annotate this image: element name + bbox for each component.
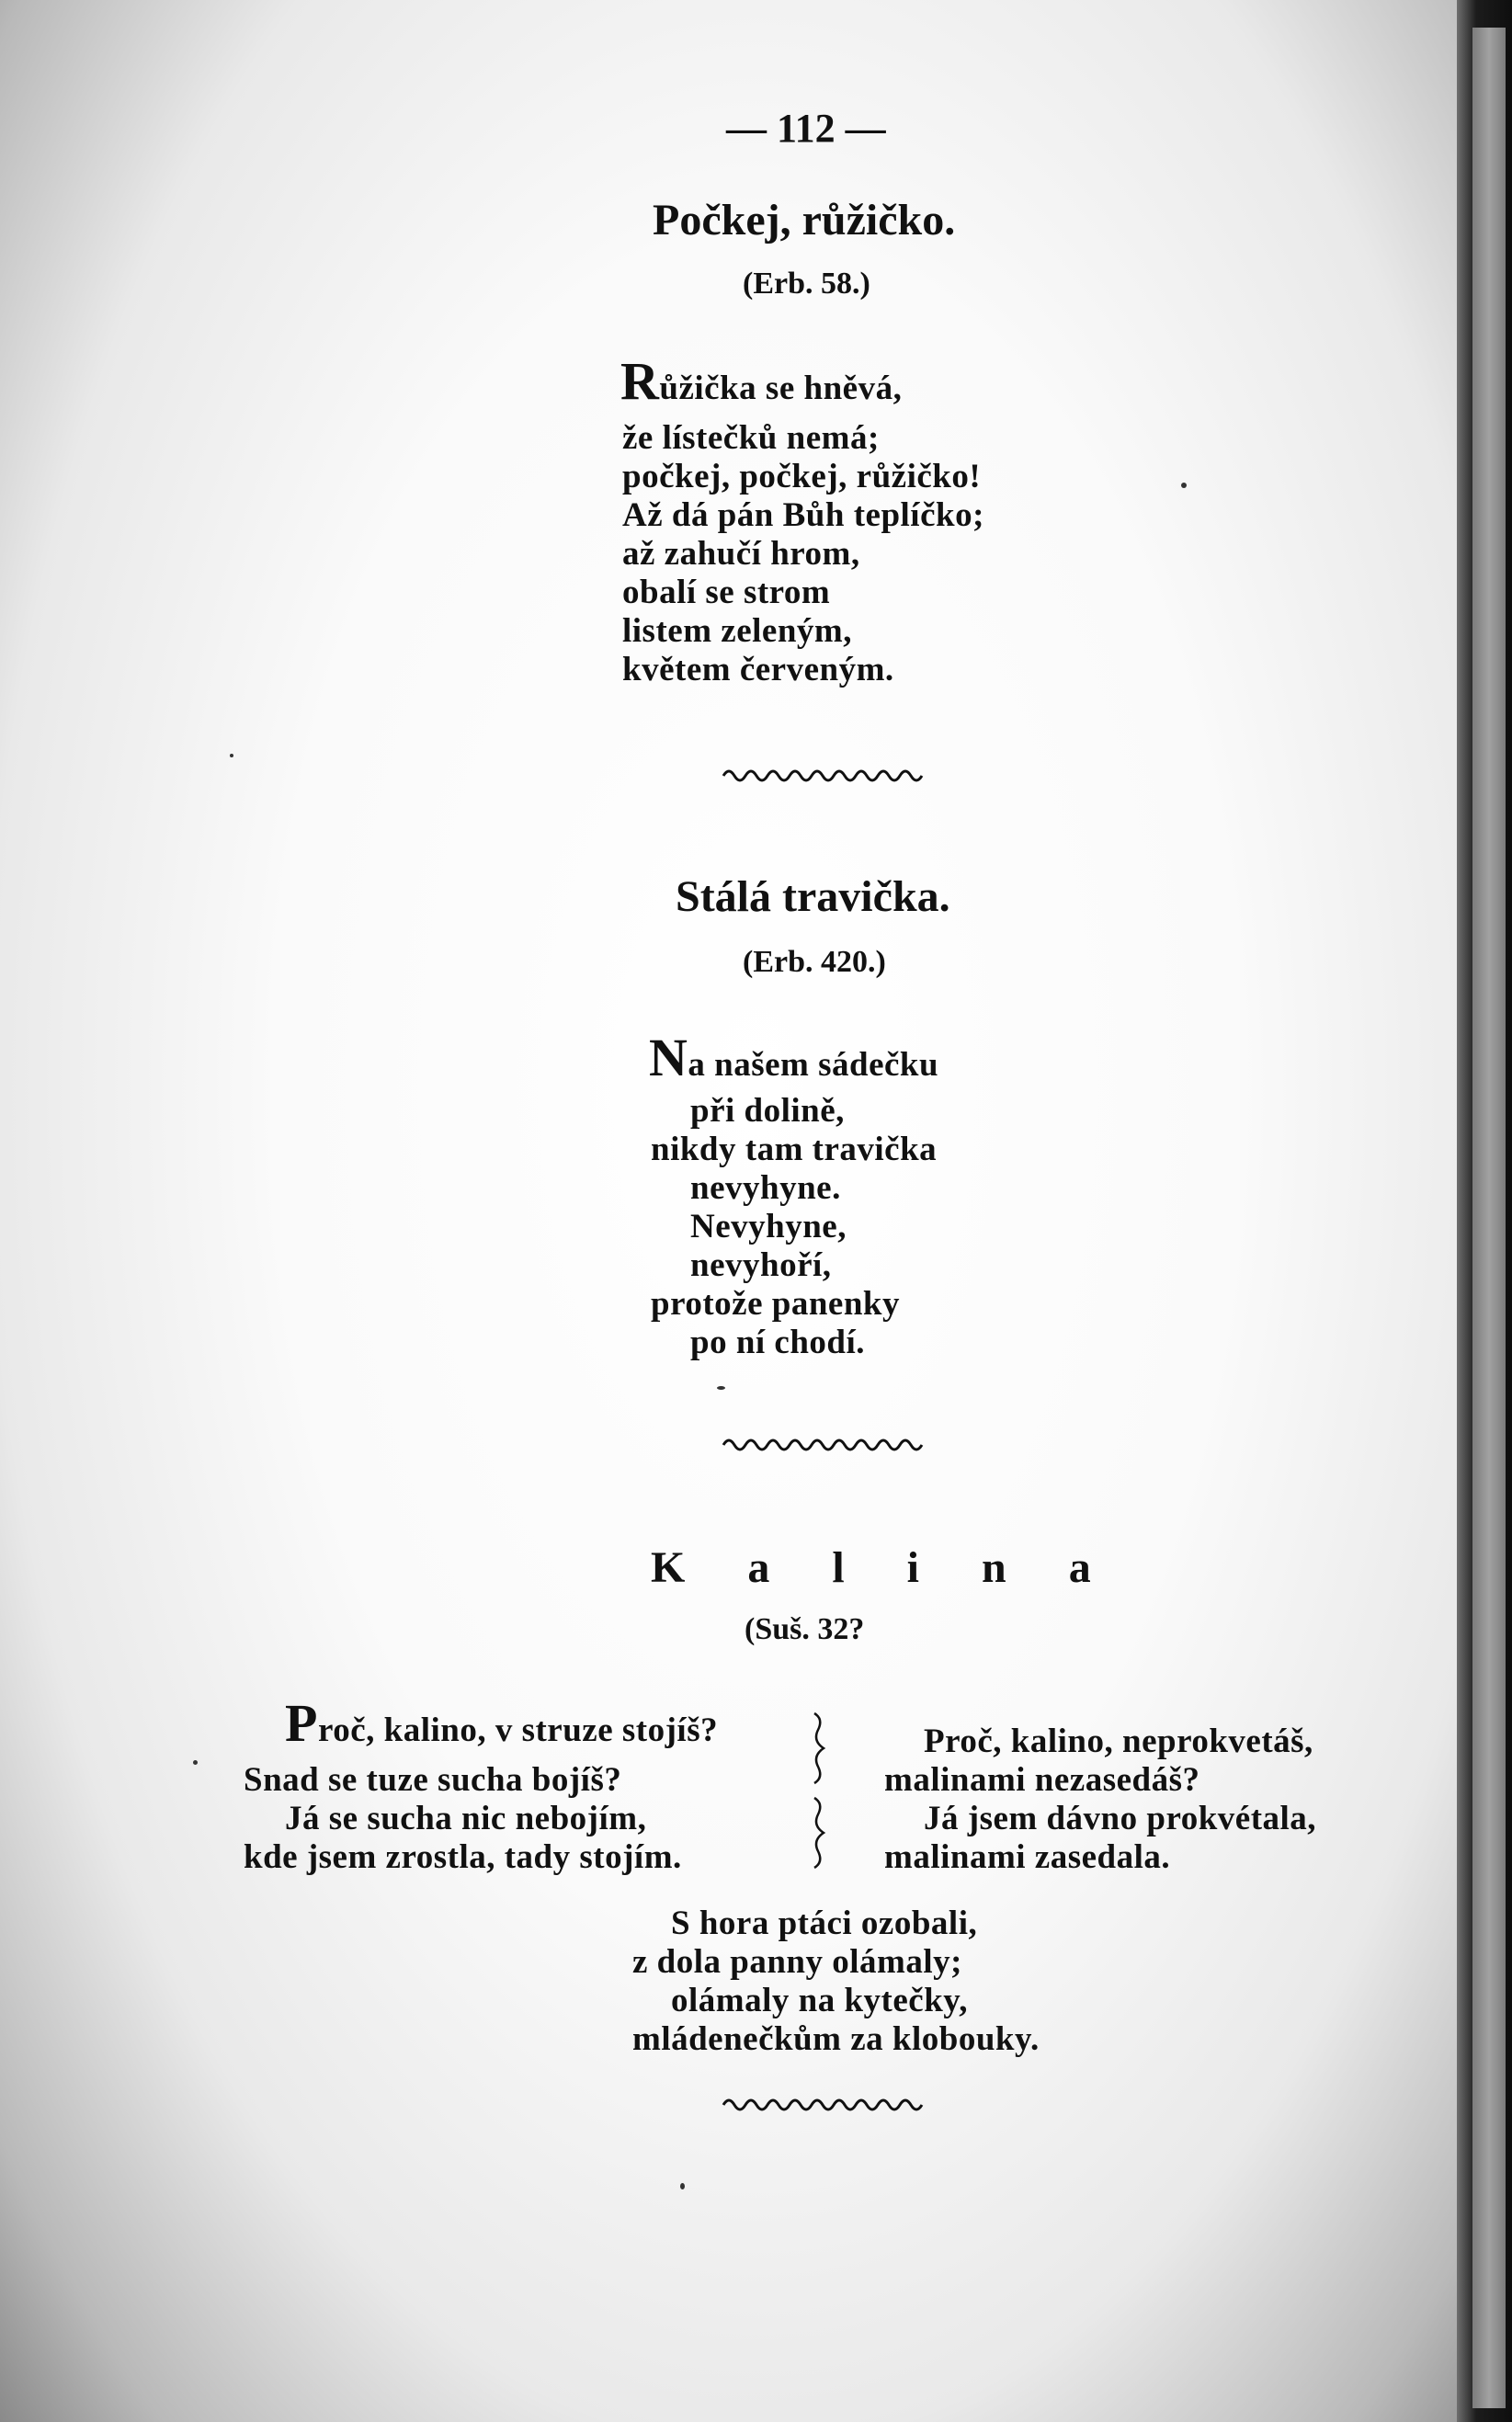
poem2-title: Stálá travička.	[676, 872, 950, 921]
poem2-line: po ní chodí.	[690, 1324, 866, 1361]
poem3-source: (Suš. 32?	[745, 1612, 865, 1646]
poem1-line: obalí se strom	[622, 574, 831, 611]
poem1-line: Až dá pán Bůh teplíčko;	[622, 496, 984, 534]
poem1-title: Počkej, růžičko.	[653, 196, 956, 244]
poem3-left-first-line-text: roč, kalino, v struze stojíš?	[317, 1711, 719, 1749]
poem2-line: Nevyhyne,	[690, 1208, 847, 1245]
poem3-right-line: Proč, kalino, neprokvetáš,	[924, 1723, 1313, 1760]
poem2-line: nevyhyne.	[690, 1169, 841, 1207]
poem2-line: při dolině,	[690, 1092, 845, 1130]
poem3-final-line: S hora ptáci ozobali,	[671, 1905, 978, 1942]
adjacent-page-edge	[1472, 28, 1506, 2408]
poem3-left-line: Snad se tuze sucha bojíš?	[244, 1761, 622, 1799]
poem2-source: (Erb. 420.)	[743, 945, 886, 979]
scan-speck	[230, 754, 233, 757]
poem3-final-line: z dola panny olámaly;	[632, 1943, 962, 1981]
poem2-line: nikdy tam travička	[651, 1131, 938, 1168]
poem1-line: počkej, počkej, růžičko!	[622, 458, 982, 495]
wavy-rule-icon	[722, 1432, 924, 1454]
poem3-title: K a l i n a	[651, 1543, 1117, 1592]
poem1-first-line	[620, 351, 903, 411]
poem3-right-line: Já jsem dávno prokvétala,	[924, 1800, 1317, 1837]
poem2-line: protože panenky	[651, 1285, 900, 1323]
poem3-left-first-line	[285, 1693, 719, 1753]
poem3-right-line: malinami zasedala.	[884, 1838, 1171, 1876]
curly-brace-icon	[809, 1710, 831, 1880]
poem1-line: listem zeleným,	[622, 612, 852, 650]
poem1-source: (Erb. 58.)	[743, 267, 870, 301]
scan-speck	[193, 1760, 198, 1765]
poem2-first-line-text: a našem sádečku	[688, 1046, 939, 1084]
scan-speck	[680, 2183, 685, 2189]
page-number: — 112 —	[726, 106, 886, 151]
poem3-right-line: malinami nezasedáš?	[884, 1761, 1200, 1799]
poem3-drop-cap: P	[285, 1693, 318, 1753]
wavy-rule-icon	[722, 763, 924, 785]
wavy-rule-icon	[722, 2092, 924, 2114]
poem1-first-line-text: ůžička se hněvá,	[659, 370, 903, 407]
scan-speck	[717, 1386, 725, 1390]
poem2-first-line	[649, 1028, 939, 1087]
poem3-left-line: Já se sucha nic nebojím,	[285, 1800, 647, 1837]
scan-speck	[1181, 483, 1187, 488]
poem3-left-line: kde jsem zrostla, tady stojím.	[244, 1838, 682, 1876]
poem2-drop-cap: N	[649, 1028, 688, 1087]
poem1-line: květem červeným.	[622, 651, 894, 688]
poem3-final-line: olámaly na kytečky,	[671, 1982, 968, 2019]
poem2-line: nevyhoří,	[690, 1246, 832, 1284]
poem1-line: až zahučí hrom,	[622, 535, 860, 573]
poem1-drop-cap: R	[620, 351, 660, 411]
poem3-final-line: mládenečkům za klobouky.	[632, 2020, 1040, 2058]
poem1-line: že lístečků nemá;	[622, 419, 880, 457]
